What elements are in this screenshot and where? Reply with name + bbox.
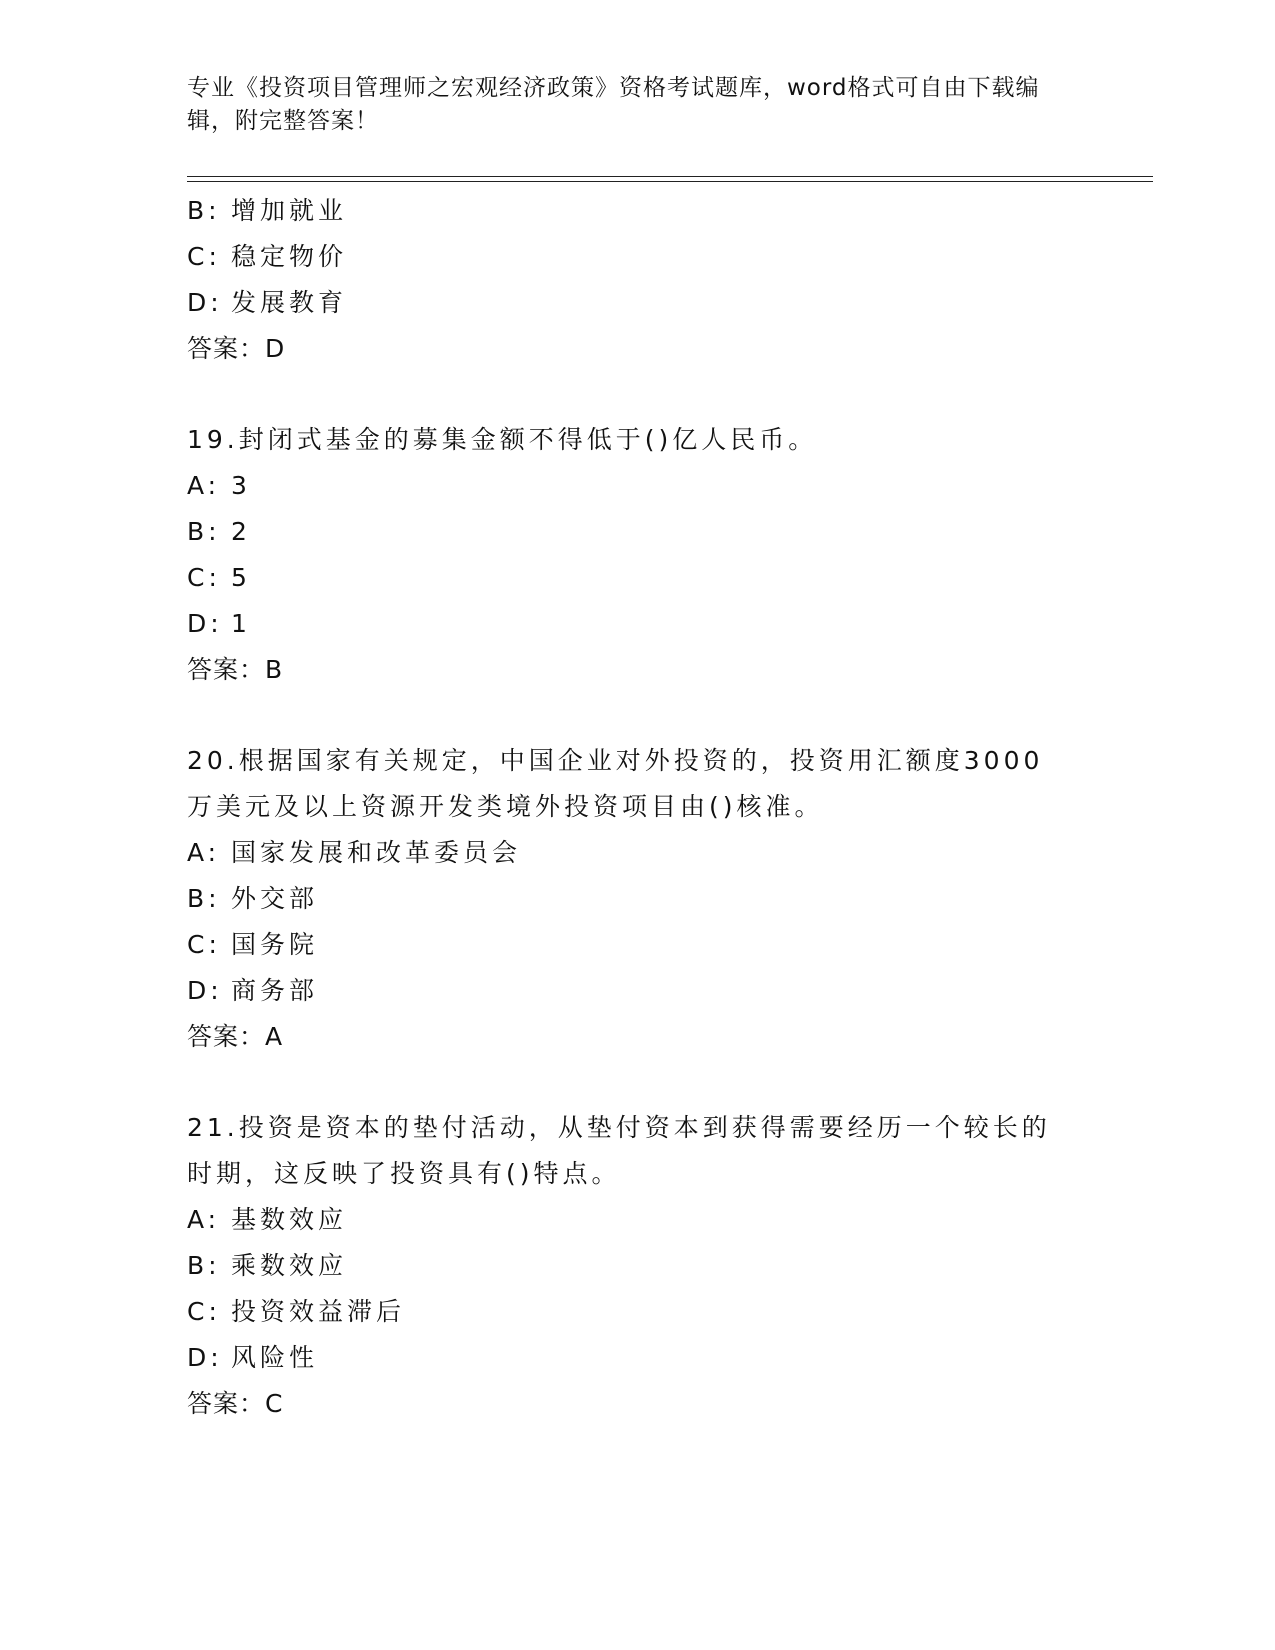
option-a [187, 830, 1087, 876]
option-a [187, 1197, 1087, 1243]
option-b [187, 876, 1087, 922]
spacer [187, 372, 1087, 417]
option-letter: C: [187, 930, 221, 959]
option-letter: D: [187, 1343, 223, 1372]
option-b [187, 188, 1087, 234]
answer-line: 答案：D [187, 334, 286, 363]
option-text: 国务院 [231, 930, 319, 959]
option-text: 乘数效应 [231, 1251, 348, 1280]
option-letter: A: [187, 471, 221, 500]
option-text: 国家发展和改革委员会 [231, 838, 522, 867]
option-letter: D: [187, 288, 223, 317]
prev-question-block [187, 188, 1087, 372]
option-text: 风险性 [231, 1343, 319, 1372]
option-d [187, 1335, 1087, 1381]
header-rule-top [187, 176, 1153, 177]
answer-line: 答案：B [187, 655, 284, 684]
page-header: 专业《投资项目管理师之宏观经济政策》资格考试题库，word格式可自由下载编辑，附完整答案！ [187, 75, 1040, 134]
option-text: 稳定物价 [231, 242, 348, 271]
option-letter: B: [187, 884, 221, 913]
question-text: 20.根据国家有关规定，中国企业对外投资的，投资用汇额度3000万美元及以上资源开发类境外投资项目由()核准。 [187, 746, 1044, 821]
option-text: 发展教育 [231, 288, 348, 317]
option-letter: C: [187, 242, 221, 271]
question-20 [187, 738, 1087, 1060]
option-text: 投资效益滞后 [231, 1297, 406, 1326]
option-letter: C: [187, 1297, 221, 1326]
option-text: 商务部 [231, 976, 319, 1005]
option-letter: D: [187, 976, 223, 1005]
option-letter: D: [187, 609, 223, 638]
option-text: 1 [231, 609, 251, 638]
option-c [187, 922, 1087, 968]
option-text: 外交部 [231, 884, 319, 913]
option-letter: B: [187, 1251, 221, 1280]
option-d [187, 601, 1087, 647]
option-c [187, 555, 1087, 601]
option-b [187, 509, 1087, 555]
option-c [187, 1289, 1087, 1335]
option-letter: A: [187, 838, 221, 867]
option-text: 基数效应 [231, 1205, 348, 1234]
option-text: 3 [231, 471, 251, 500]
option-b [187, 1243, 1087, 1289]
question-text: 21.投资是资本的垫付活动，从垫付资本到获得需要经历一个较长的时期，这反映了投资具有()特点。 [187, 1113, 1051, 1188]
question-text: 19.封闭式基金的募集金额不得低于()亿人民币。 [187, 425, 818, 454]
option-letter: C: [187, 563, 221, 592]
answer-line: 答案：C [187, 1389, 284, 1418]
option-text: 增加就业 [231, 196, 348, 225]
option-d [187, 968, 1087, 1014]
option-c [187, 234, 1087, 280]
option-letter: B: [187, 517, 221, 546]
option-text: 2 [231, 517, 251, 546]
option-letter: A: [187, 1205, 221, 1234]
option-d [187, 280, 1087, 326]
spacer [187, 1060, 1087, 1105]
option-a [187, 463, 1087, 509]
header-rule-bottom [187, 181, 1153, 182]
answer-line: 答案：A [187, 1022, 284, 1051]
question-list [187, 188, 1087, 1427]
option-text: 5 [231, 563, 251, 592]
option-letter: B: [187, 196, 221, 225]
spacer [187, 693, 1087, 738]
question-19 [187, 417, 1087, 693]
question-21 [187, 1105, 1087, 1427]
